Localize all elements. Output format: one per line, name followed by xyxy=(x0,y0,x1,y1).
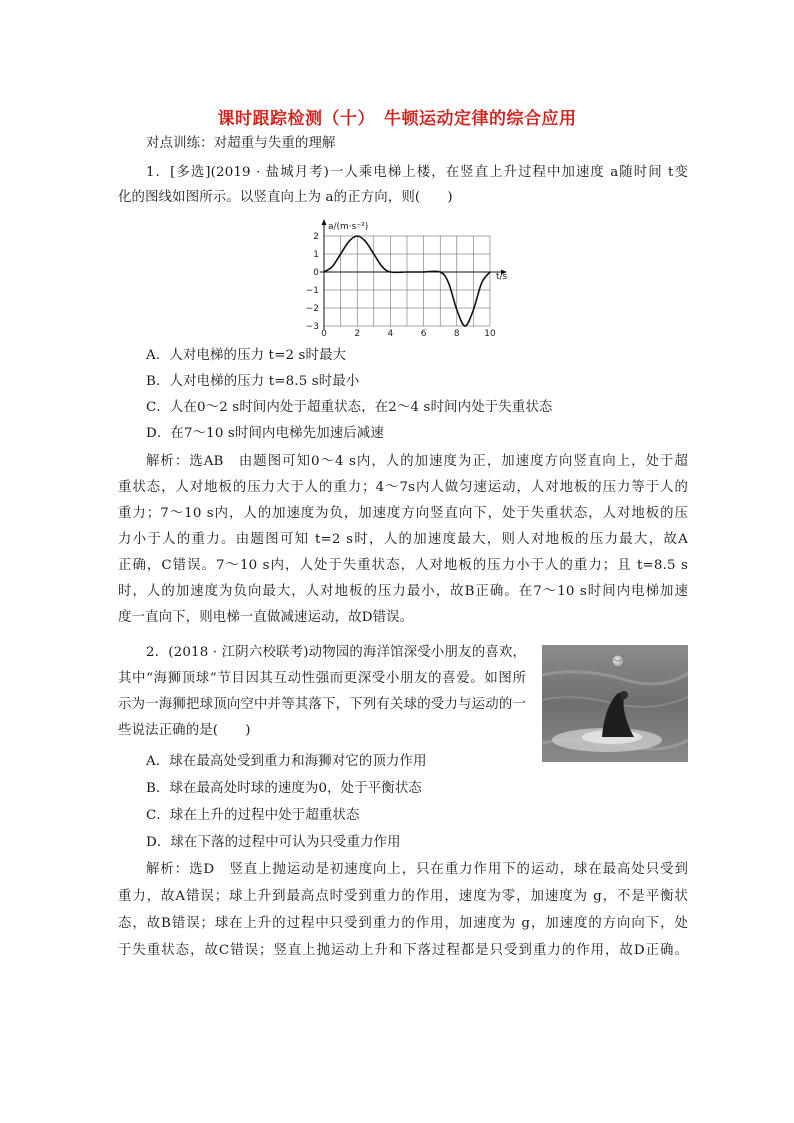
q1-analysis-line: 正确，C错误。7～10 s内，人处于失重状态，人对地板的压力小于人的重力；且 t=8.5 s xyxy=(118,558,688,573)
chart-y-tick-label: 1 xyxy=(313,250,319,260)
chart-x-tick-label: 0 xyxy=(321,329,327,336)
chart-axes xyxy=(320,219,507,330)
acceleration-time-chart xyxy=(306,216,516,336)
chart-x-tick-label: 2 xyxy=(354,329,361,336)
q1-stem-line1: 1．[多选](2019 · 盐城月考)一人乘电梯上楼，在竖直上升过程中加速度 a随时间 t变 xyxy=(146,165,688,180)
chart-y-tick-label: 2 xyxy=(313,232,319,242)
q1-analysis-line: 重力；7～10 s内，人的加速度为负，加速度方向竖直向下，处于失重状态，人对地板的压 xyxy=(118,506,688,521)
chart-y-axis-label: a/(m·s⁻²) xyxy=(328,222,369,232)
q2-analysis-line: 态，故B错误；球在上升的过程中只受到重力的作用，加速度为 g，加速度的方向向下，处 xyxy=(118,916,688,931)
q1-analysis-line: 力小于人的重力。由题图可知 t=2 s时，人的加速度最大，则人对地板的压力最大，故A xyxy=(118,532,688,547)
q2-stem-line: 些说法正确的是( ) xyxy=(118,723,251,738)
q2-analysis-line: 解析：选D 竖直上抛运动是初速度向上，只在重力作用下的运动，球在最高处只受到 xyxy=(146,862,688,877)
q1-analysis-line: 度一直向下，则电梯一直做减速运动，故D错误。 xyxy=(118,610,414,625)
chart-x-tick-label: 10 xyxy=(484,329,496,336)
chart-y-tick-label: 0 xyxy=(313,268,319,278)
q2-stem-line: 其中“海狮顶球”节目因其互动性强而更深受小朋友的喜爱。如图所 xyxy=(118,671,526,686)
chart-x-tick-label: 8 xyxy=(453,329,460,336)
q1-option-d: D．在7～10 s时间内电梯先加速后减速 xyxy=(146,426,384,441)
chart-x-axis-label: t/s xyxy=(496,272,508,282)
chart-y-tick-label: −3 xyxy=(306,322,319,332)
q1-analysis-line: 重状态，人对地板的压力大于人的重力；4～7s内人做匀速运动，人对地板的压力等于人的 xyxy=(118,480,688,495)
q2-stem-line: 示为一海狮把球顶向空中并等其落下，下列有关球的受力与运动的一 xyxy=(118,697,526,712)
q1-option-a: A．人对电梯的压力 t=2 s时最大 xyxy=(146,348,347,363)
section-label: 对点训练：对超重与失重的理解 xyxy=(146,136,336,151)
chart-y-axis-arrow xyxy=(322,219,327,225)
q1-option-b: B．人对电梯的压力 t=8.5 s时最小 xyxy=(146,374,360,389)
q2-option-c: C．球在上升的过程中处于超重状态 xyxy=(146,808,360,823)
q1-stem-line2: 化的图线如图所示。以竖直向上为 a的正方向，则( ) xyxy=(118,190,453,205)
chart-y-tick-label: −2 xyxy=(306,304,319,314)
q2-stem-line: 2．(2018 · 江阴六校联考)动物园的海洋馆深受小朋友的喜欢， xyxy=(146,645,526,660)
chart-x-tick-label: 4 xyxy=(387,329,394,336)
q1-option-c: C．人在0～2 s时间内处于超重状态，在2～4 s时间内处于失重状态 xyxy=(146,400,553,415)
q1-analysis-line: 解析：选AB 由题图可知0～4 s内，人的加速度为正，加速度方向竖直向上，处于超 xyxy=(146,454,688,469)
page-title: 课时跟踪检测（十） 牛顿运动定律的综合应用 xyxy=(217,109,577,129)
chart-tick-labels xyxy=(306,232,496,336)
q2-option-b: B．球在最高处时球的速度为0，处于平衡状态 xyxy=(146,781,422,796)
chart-x-tick-label: 6 xyxy=(420,329,427,336)
chart-y-tick-label: −1 xyxy=(306,286,319,296)
chart-grid xyxy=(324,236,490,326)
q1-analysis-line: 时，人的加速度为负向最大，人对地板的压力最小，故B正确。在7～10 s时间内电梯加速 xyxy=(118,584,688,599)
sea-lion-photo xyxy=(542,645,688,762)
q2-analysis-line: 重力，故A错误；球上升到最高点时受到重力的作用，速度为零，加速度为 g，不是平衡状 xyxy=(118,889,688,904)
q2-analysis-line: 于失重状态，故C错误；竖直上抛运动上升和下落过程都是只受到重力的作用，故D正确。 xyxy=(118,943,688,958)
q2-option-a: A．球在最高处受到重力和海狮对它的顶力作用 xyxy=(146,754,427,769)
q2-option-d: D．球在下落的过程中可认为只受重力作用 xyxy=(146,835,401,850)
